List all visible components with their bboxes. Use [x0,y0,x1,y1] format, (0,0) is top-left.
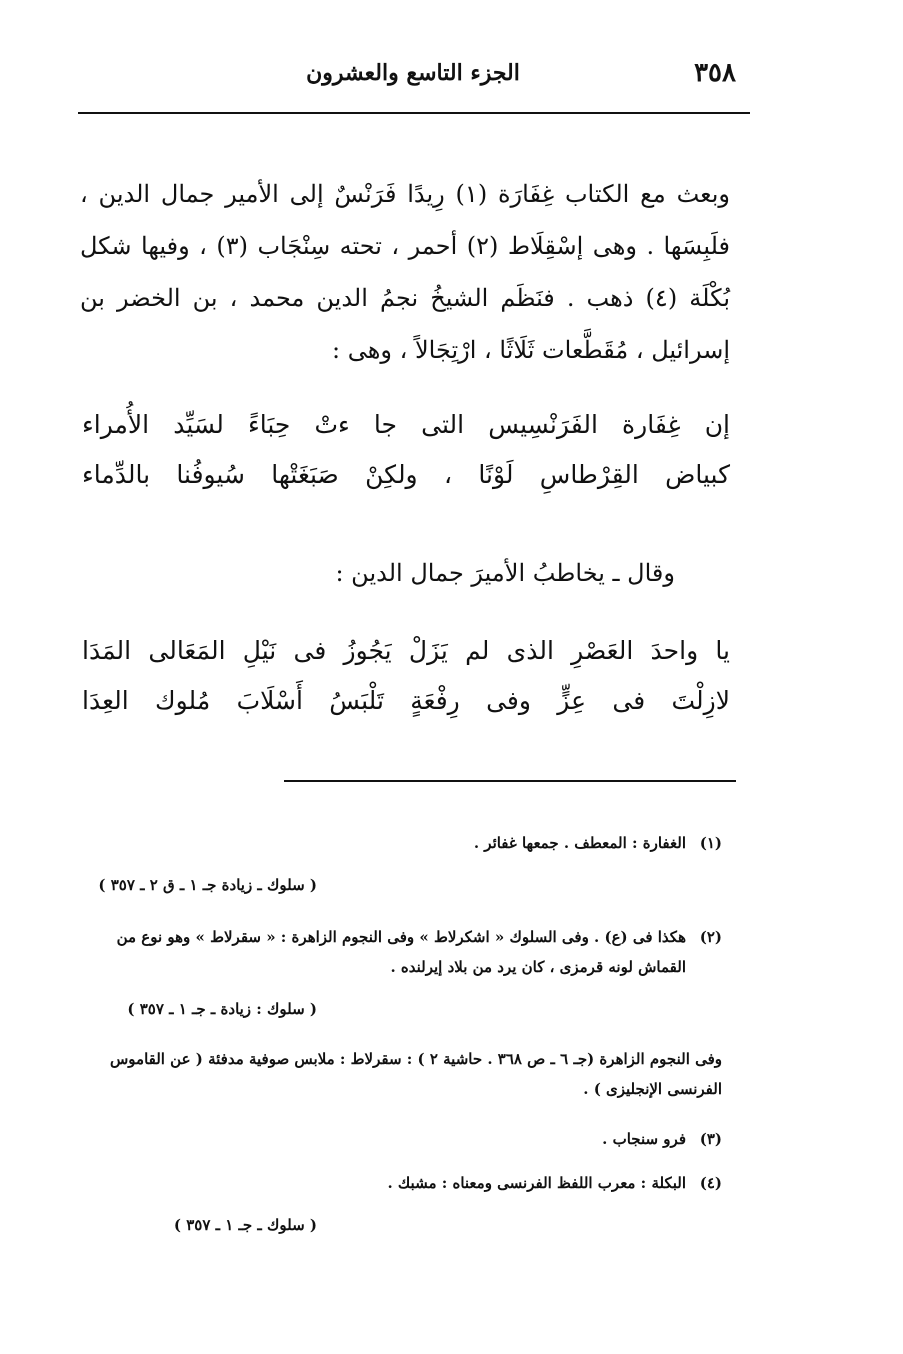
running-title: الجزء التاسع والعشرون [306,60,520,86]
paragraph-1: وبعث مع الكتاب غِفَارَة (١) رِيدًا فَرَنْسٌ إلى الأمير جمال الدين ، فلَبِسَها . وهى إسْقِلَاط (٢) أحمر ، تحته سِنْجَاب (٣) ، وفيها شكل بُكْلَة (٤) ذهب . فنَظَم الشيخُ نجمُ الدين محمد ، بن الخضر بن إسرائيل ، مُقَطَّعات ثَلَاثًا ، ارْتِجَالاً ، وهى : [80,180,730,364]
poem-1-line-1: إن غِفَارة الفَرَنْسِيس التى جا ءتْ حِبَاءً لسَيِّد الأُمراء [82,410,730,439]
poem-1 [82,400,730,500]
footnote-2-extra-text: وفى النجوم الزاهرة (جـ ٦ ـ ص ٣٦٨ . حاشية ٢ ) : سقرلاط : ملابس صوفية مدفئة ( عن القاموس الفرنسى الإنجليزى ) . [109,1050,722,1098]
footnote-3-text: فرو سنجاب . [602,1130,686,1148]
footnote-2-extra [92,1044,722,1104]
footnote-1-number: (١) [699,834,722,852]
running-header [78,58,748,98]
footnote-1-text: الغفارة : المعطف . جمعها غفائر . [473,834,686,852]
footnote-1-source: ( سلوك ـ زيادة جـ ١ ـ ق ٢ ـ ٣٥٧ ) [98,876,317,894]
footnote-4-text: البكلة : معرب اللفظ الفرنسى ومعناه : مشبك . [387,1174,686,1192]
footnote-4 [92,1168,722,1198]
footnote-3-number: (٣) [699,1130,722,1148]
main-paragraph [80,168,730,376]
footnote-2-number: (٢) [699,928,722,946]
poem-2-line-2: لازِلْتَ فى عِزٍّ وفى رِفْعَةٍ تَلْبَسُ أَسْلَابَ مُلوك العِدَا [82,686,730,715]
footnote-2 [92,922,722,982]
footnote-4-source: ( سلوك ـ جـ ١ ـ ٣٥٧ ) [173,1216,317,1234]
footnote-1 [92,828,722,858]
footnote-4-number: (٤) [699,1174,722,1192]
footnote-3 [92,1124,722,1154]
header-rule [78,112,750,114]
poem-2-line-1: يا واحدَ العَصْرِ الذى لم يَزَلْ يَجُوزُ فى نَيْلِ المَعَالى المَدَا [82,636,730,665]
page-number: ٣٥٨ [694,58,736,88]
footnote-2-text: هكذا فى (ع) . وفى السلوك « اشكرلاط » وفى النجوم الزاهرة : « سقرلاط » وهو نوع من القماش لونه قرمزى ، كان يرد من بلاد إيرلنده . [116,928,686,976]
poem-2-intro: وقال ـ يخاطبُ الأميرَ جمال الدين : [335,559,675,587]
poem-1-line-2: كبياض القِرْطاسِ لَوْنًا ، ولكِنْ صَبَغَتْها سُيوفُنا بالدِّماء [82,460,730,489]
footnote-2-source: ( سلوك : زيادة ـ جـ ١ ـ ٣٥٧ ) [127,1000,317,1018]
footnote-rule [284,780,736,782]
poem-2 [82,626,730,726]
